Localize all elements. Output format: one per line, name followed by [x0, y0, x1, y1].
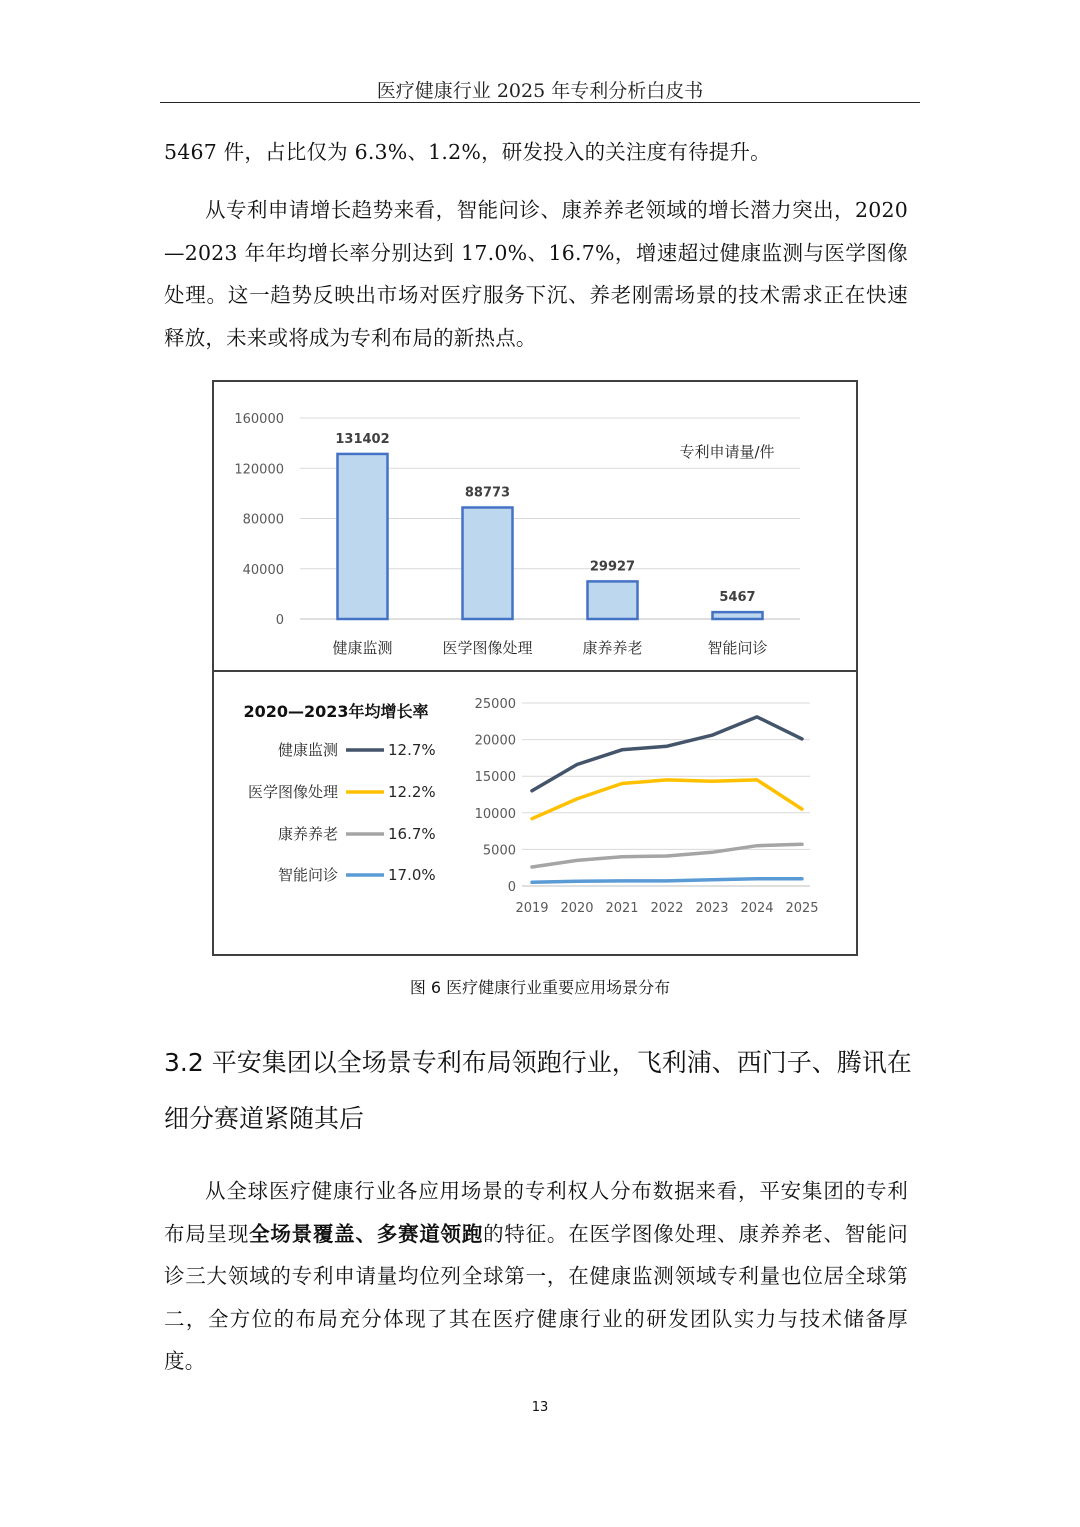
- paragraph-patentee-distribution: [164, 1170, 908, 1383]
- legend-growth-rate: 17.0%: [388, 866, 436, 884]
- bar-y-tick-label: 0: [275, 613, 284, 628]
- bar-y-tick-label: 120000: [234, 462, 284, 478]
- bar-y-tick-label: 40000: [242, 562, 284, 578]
- bar-y-tick-label: 160000: [234, 412, 284, 427]
- line-y-tick-label: 0: [507, 880, 516, 895]
- bar-y-tick-label: 80000: [242, 512, 284, 528]
- header-rule: [160, 102, 920, 103]
- bar-category-label: 康养养老: [582, 639, 643, 657]
- line-x-tick-label: 2022: [650, 901, 684, 916]
- line-x-tick-label: 2025: [785, 901, 819, 916]
- running-header: 医疗健康行业 2025 年专利分析白皮书: [376, 80, 704, 102]
- line-y-tick-label: 5000: [482, 843, 516, 859]
- legend-series-name: 健康监测: [277, 741, 338, 759]
- bar-data-label: 131402: [335, 431, 390, 447]
- line-y-tick-label: 15000: [474, 770, 516, 786]
- bar-category-label: 健康监测: [332, 639, 393, 657]
- legend-series-name: 智能问诊: [277, 866, 338, 884]
- bar: [338, 454, 388, 619]
- legend-growth-rate: 12.7%: [388, 741, 436, 759]
- bar-data-label: 88773: [464, 485, 511, 501]
- section-heading-line1: 3.2 平安集团以全场景专利布局领跑行业，飞利浦、西门子、腾讯在: [164, 1048, 912, 1077]
- paragraph-text-before: 从全球医疗健康行业各应用场景的专利权人分布数据来看，平安集团的专利布局呈现: [164, 1179, 908, 1246]
- paragraph-growth-trend: 从专利申请增长趋势来看，智能问诊、康养养老领域的增长潜力突出，2020—2023 年年均增长率分别达到 17.0%、16.7%，增速超过健康监测与医学图像处理。这一趋势反映出市场对医疗服务下沉、养老刚需场景的技术需求正在快速释放，未来或将成为专利布局的新热点。: [164, 198, 908, 350]
- page-number: 13: [531, 1400, 549, 1415]
- bar-category-label: 医学图像处理: [442, 639, 533, 657]
- bar-chart-title: 专利申请量/件: [679, 443, 775, 461]
- legend-series-name: 康养养老: [277, 825, 338, 843]
- paragraph-continuation: 5467 件，占比仅为 6.3%、1.2%，研发投入的关注度有待提升。: [164, 140, 771, 164]
- line-x-tick-label: 2019: [515, 901, 549, 916]
- legend-series-name: 医学图像处理: [247, 783, 338, 801]
- legend-growth-rate: 12.2%: [388, 783, 436, 801]
- bar: [588, 581, 638, 619]
- paragraph-text-after: 的特征。在医学图像处理、康养养老、智能问诊三大领域的专利申请量均位列全球第一，在健康监测领域专利量也位居全球第二，全方位的布局充分体现了其在医疗健康行业的研发团队实力与技术储备厚度。: [164, 1221, 908, 1373]
- bar: [463, 507, 513, 619]
- line-x-tick-label: 2020: [560, 901, 594, 916]
- section-heading-line2: 细分赛道紧随其后: [164, 1104, 365, 1133]
- line-x-tick-label: 2023: [695, 901, 729, 916]
- bar-data-label: 29927: [589, 559, 636, 575]
- bar-data-label: 5467: [719, 590, 756, 606]
- line-y-tick-label: 25000: [474, 697, 516, 712]
- figure-6-chart: [212, 380, 858, 956]
- legend-growth-rate: 16.7%: [388, 825, 436, 843]
- line-y-tick-label: 10000: [474, 806, 516, 822]
- bar: [713, 612, 763, 619]
- bar-category-label: 智能问诊: [707, 639, 768, 657]
- figure-6: [212, 380, 858, 956]
- line-x-tick-label: 2024: [740, 901, 774, 916]
- figure-caption: 图 6 医疗健康行业重要应用场景分布: [409, 978, 671, 997]
- line-y-tick-label: 20000: [474, 733, 516, 749]
- line-x-tick-label: 2021: [605, 901, 639, 916]
- legend-title: 2020—2023年均增长率: [243, 702, 429, 721]
- paragraph-bold-emphasis: 全场景覆盖、多赛道领跑: [249, 1221, 484, 1246]
